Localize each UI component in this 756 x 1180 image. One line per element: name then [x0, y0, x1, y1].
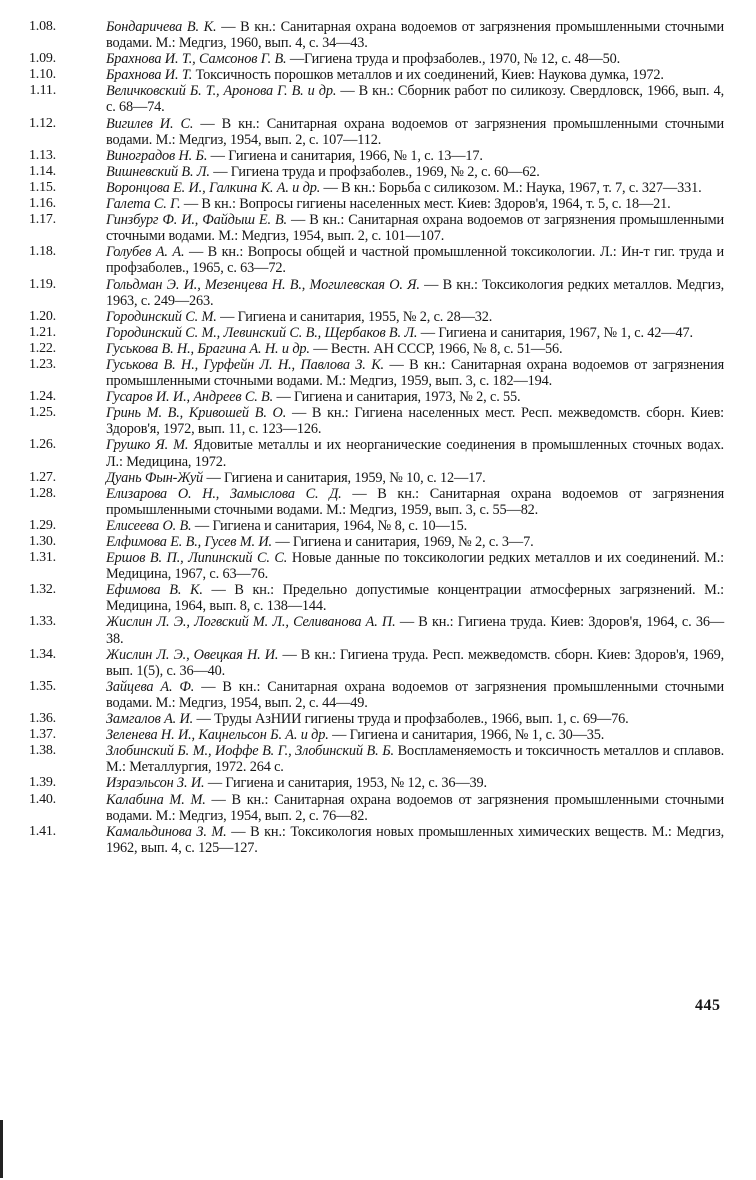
reference-number: 1.11.: [29, 83, 56, 99]
reference-item: [28, 356, 724, 390]
reference-details: — Гигиена и санитария, 1967, № 1, с. 42—47.: [417, 324, 693, 341]
reference-authors: Величковский Б. Т., Аронова Г. В. и др.: [106, 83, 337, 100]
reference-number: 1.36.: [28, 711, 56, 727]
reference-number: 1.41.: [28, 823, 56, 839]
reference-authors: Гуськова В. Н., Брагина А. Н. и др.: [106, 340, 310, 357]
reference-number: 1.26.: [28, 437, 56, 453]
reference-details: — Труды АзНИИ гигиены труда и профзаболев., 1966, вып. 1, с. 69—76.: [193, 711, 629, 728]
reference-item: [28, 196, 724, 213]
reference-item: [28, 582, 724, 615]
reference-text: [106, 83, 724, 115]
reference-details: — В кн.: Вопросы общей и частной промышленной токсикологии. Л.: Ин-т гиг. труда и профзаболев., 1965, с. 63—72.: [106, 244, 724, 277]
reference-details: — Гигиена и санитария, 1955, № 2, с. 28—32.: [216, 308, 493, 325]
reference-authors: Гусаров И. И., Андреев С. В.: [106, 389, 274, 406]
reference-text: [106, 486, 724, 518]
reference-text: [106, 67, 724, 83]
reference-item: [28, 405, 724, 438]
reference-item: [28, 517, 724, 534]
reference-item: [29, 83, 724, 116]
reference-number: 1.39.: [28, 775, 56, 791]
reference-authors: Ершов В. П., Липинский С. С.: [106, 550, 288, 567]
reference-number: 1.12.: [28, 115, 56, 131]
reference-details: —Гигиена труда и профзаболев., 1970, № 12, с. 48—50.: [286, 51, 621, 68]
reference-details: Воспламеняемость и токсичность металлов и сплавов. М.: Металлургия, 1972. 264 с.: [106, 743, 724, 776]
reference-details: — В кн.: Санитарная охрана водоемов от загрязнения промышленными сточными водами. М.: Медгиз, 1954, вып. 2, с. 76—82.: [106, 791, 724, 824]
reference-item: [28, 276, 724, 309]
reference-text: [106, 309, 724, 325]
reference-number: 1.31.: [28, 550, 56, 566]
reference-details: — Гигиена и санитария, 1959, № 10, с. 12—17.: [203, 469, 486, 486]
reference-number: 1.22.: [28, 340, 56, 356]
reference-authors: Гольдман Э. И., Мезенцева Н. В., Могилевская О. Я.: [106, 276, 420, 293]
reference-number: 1.40.: [28, 791, 56, 807]
reference-authors: Вишневский В. Л.: [106, 163, 210, 180]
reference-authors: Зайцева А. Ф.: [106, 678, 195, 695]
reference-details: — В кн.: Токсикология редких металлов. Медгиз, 1963, с. 249—263.: [106, 276, 724, 309]
reference-authors: Камальдинова З. М.: [106, 823, 227, 840]
reference-text: [106, 679, 724, 711]
reference-text: [106, 341, 724, 357]
reference-authors: Брахнова И. Т., Самсонов Г. В.: [106, 51, 287, 68]
reference-number: 1.37.: [28, 727, 56, 743]
reference-details: — Гигиена труда и профзаболев., 1969, № 2, с. 60—62.: [209, 163, 540, 180]
reference-text: [106, 775, 724, 791]
reference-item: [28, 308, 724, 325]
reference-text: [106, 148, 724, 164]
reference-item: [28, 179, 724, 196]
reference-details: — В кн.: Санитарная охрана водоемов от загрязнения промышленными сточными водами. М.: Медгиз, 1959, вып. 3, с. 55—82.: [106, 485, 725, 518]
reference-details: — Гигиена и санитария, 1969, № 2, с. 3—7.: [271, 534, 534, 550]
reference-authors: Виноградов Н. Б.: [106, 147, 208, 164]
reference-details: — Гигиена и санитария, 1966, № 1, с. 30—35.: [328, 727, 605, 744]
reference-authors: Голубев А. А.: [106, 244, 185, 261]
reference-text: [106, 325, 724, 341]
reference-number: 1.19.: [28, 276, 56, 292]
reference-number: 1.35.: [28, 678, 56, 694]
reference-text: [106, 518, 724, 534]
reference-text: [106, 180, 724, 196]
reference-authors: Израэльсон З. И.: [106, 775, 205, 792]
reference-authors: Гуськова В. Н., Гурфейн Л. Н., Павлова З. К.: [106, 356, 384, 373]
reference-item: [28, 743, 724, 776]
reference-details: — В кн.: Токсикология новых промышленных химических веществ. М.: Медгиз, 1962, вып. 4, с. 125—127.: [106, 823, 724, 856]
reference-text: [106, 534, 724, 550]
reference-details: — Гигиена и санитария, 1966, № 1, с. 13—17.: [207, 147, 483, 164]
reference-number: 1.09.: [28, 51, 56, 67]
reference-text: [106, 647, 724, 679]
reference-details: — В кн.: Предельно допустимые концентрации атмосферных загрязнений. М.: Медицина, 1964, вып. 8, с. 138—144.: [106, 582, 724, 615]
reference-item: [28, 340, 724, 357]
reference-text: [106, 277, 724, 309]
reference-item: [28, 244, 724, 277]
reference-item: [28, 163, 724, 180]
reference-text: [106, 244, 724, 276]
reference-text: [106, 164, 724, 180]
reference-text: [106, 51, 724, 67]
reference-text: [106, 357, 724, 389]
reference-number: 1.08.: [28, 19, 56, 34]
reference-authors: Елфимова Е. В., Гусев М. И.: [106, 534, 272, 550]
reference-authors: Вигилев И. С.: [106, 115, 194, 132]
reference-authors: Зеленева Н. И., Кацнельсон Б. А. и др.: [106, 727, 329, 744]
reference-text: [106, 196, 724, 212]
reference-number: 1.13.: [28, 147, 56, 163]
reference-details: — Гигиена и санитария, 1964, № 8, с. 10—15.: [191, 517, 468, 534]
reference-authors: Городинский С. М.: [106, 308, 217, 325]
reference-item: [28, 614, 724, 647]
reference-number: 1.28.: [28, 485, 56, 501]
reference-item: [28, 389, 724, 406]
reference-details: — В кн.: Санитарная охрана водоемов от загрязнения промышленными сточными водами. М.: Медгиз, 1959, вып. 3, с. 182—194.: [106, 356, 724, 390]
reference-item: [28, 51, 724, 68]
reference-authors: Бондаричева В. К.: [106, 19, 217, 35]
reference-item: [28, 550, 724, 583]
reference-list: [28, 19, 725, 856]
reference-text: [106, 614, 724, 646]
reference-item: [28, 67, 724, 84]
reference-item: [28, 485, 725, 518]
reference-text: [106, 116, 724, 148]
reference-text: [106, 582, 724, 614]
reference-item: [28, 646, 724, 679]
reference-authors: Воронцова Е. И., Галкина К. А. и др.: [106, 179, 321, 196]
reference-number: 1.18.: [28, 244, 56, 260]
reference-item: [28, 711, 724, 728]
reference-details: Ядовитые металлы и их неорганические соединения в промышленных сточных водах. Л.: Медицина, 1972.: [106, 437, 724, 470]
page-number: 445: [695, 997, 721, 1014]
reference-details: — В кн.: Вопросы гигиены населенных мест. Киев: Здоров'я, 1964, т. 5, с. 18—21.: [180, 196, 671, 213]
reference-item: [28, 469, 724, 486]
reference-authors: Гринь М. В., Кривошей В. О.: [106, 405, 287, 422]
reference-details: — В кн.: Санитарная охрана водоемов от загрязнения промышленными сточными водами. М.: Медгиз, 1954, вып. 2, с. 101—107.: [106, 212, 724, 245]
reference-number: 1.38.: [28, 743, 56, 759]
reference-authors: Грушко Я. М.: [106, 437, 189, 454]
reference-text: [106, 824, 724, 856]
reference-text: [106, 389, 724, 405]
reference-item: [28, 212, 724, 245]
reference-item: [28, 791, 724, 824]
reference-details: — В кн.: Гигиена труда. Киев: Здоров'я, 1964, с. 36—38.: [106, 614, 724, 647]
reference-text: [106, 212, 724, 244]
reference-details: — В кн.: Санитарная охрана водоемов от загрязнения промышленными сточными водами. М.: Медгиз, 1954, вып. 2, с. 44—49.: [106, 678, 725, 711]
reference-authors: Галета С. Г.: [106, 196, 181, 213]
reference-authors: Калабина М. М.: [106, 791, 206, 808]
reference-number: 1.24.: [28, 389, 56, 405]
reference-details: — В кн.: Гигиена труда. Респ. межведомств. сборн. Киев: Здоров'я, 1969, вып. 1(5), с. 36—40.: [106, 646, 724, 679]
reference-text: [106, 437, 724, 469]
scan-edge-mark: [0, 1120, 3, 1178]
reference-item: [28, 678, 725, 711]
reference-authors: Жислин Л. Э., Логвский М. Л., Селиванова А. П.: [106, 614, 396, 631]
reference-text: [106, 19, 724, 51]
reference-number: 1.15.: [28, 179, 56, 195]
reference-text: [106, 470, 724, 486]
reference-authors: Ефимова В. К.: [106, 582, 203, 599]
reference-number: 1.20.: [28, 308, 56, 324]
reference-details: — В кн.: Борьба с силикозом. М.: Наука, 1967, т. 7, с. 327—331.: [320, 179, 702, 196]
reference-number: 1.25.: [28, 405, 56, 421]
reference-item: [28, 147, 724, 164]
reference-details: — В кн.: Сборник работ по силикозу. Свердловск, 1966, вып. 4, с. 68—74.: [106, 83, 724, 116]
reference-number: 1.21.: [28, 324, 56, 340]
reference-number: 1.27.: [28, 469, 56, 485]
reference-number: 1.23.: [28, 356, 56, 372]
reference-authors: Брахнова И. Т.: [106, 67, 193, 84]
reference-authors: Дуань Фын-Жуй: [106, 469, 204, 486]
reference-authors: Злобинский Б. М., Иоффе В. Г., Злобинский В. Б.: [106, 743, 394, 760]
reference-item: [28, 823, 724, 856]
reference-number: 1.34.: [28, 646, 56, 662]
reference-number: 1.30.: [28, 534, 56, 549]
reference-details: — Вестн. АН СССР, 1966, № 8, с. 51—56.: [309, 340, 563, 357]
reference-item: [28, 534, 724, 550]
reference-authors: Замгалов А. И.: [106, 711, 194, 728]
reference-details: Новые данные по токсикологии редких металлов и их соединений. М.: Медицина, 1967, с. 63—76.: [106, 550, 724, 583]
reference-number: 1.29.: [28, 517, 56, 533]
reference-number: 1.32.: [28, 582, 56, 598]
reference-text: [106, 727, 724, 743]
reference-item: [28, 324, 724, 341]
reference-text: [106, 711, 724, 727]
reference-details: Токсичность порошков металлов и их соединений, Киев: Наукова думка, 1972.: [192, 67, 664, 84]
reference-text: [106, 405, 724, 437]
reference-item: [28, 19, 724, 52]
reference-item: [28, 775, 724, 792]
reference-details: — Гигиена и санитария, 1973, № 2, с. 55.: [273, 389, 521, 406]
reference-authors: Елизарова О. Н., Замыслова С. Д.: [106, 485, 342, 502]
reference-details: — В кн.: Санитарная охрана водоемов от загрязнения промышленными сточными водами. М.: Медгиз, 1960, вып. 4, с. 34—43.: [106, 19, 724, 52]
reference-number: 1.16.: [28, 196, 56, 212]
reference-authors: Жислин Л. Э., Овецкая Н. И.: [106, 646, 279, 663]
reference-item: [28, 115, 724, 148]
reference-item: [28, 437, 724, 470]
reference-item: [28, 727, 724, 744]
reference-authors: Гинзбург Ф. И., Файдыш Е. В.: [106, 212, 287, 229]
reference-text: [106, 792, 724, 824]
reference-text: [106, 550, 724, 582]
reference-authors: Елисеева О. В.: [106, 517, 192, 534]
reference-details: — В кн.: Санитарная охрана водоемов от загрязнения промышленными сточными водами. М.: Медгиз, 1954, вып. 2, с. 107—112.: [106, 115, 724, 148]
reference-number: 1.33.: [28, 614, 56, 630]
reference-authors: Городинский С. М., Левинский С. В., Щербаков В. Л.: [106, 324, 418, 341]
reference-text: [106, 743, 724, 775]
reference-number: 1.14.: [28, 163, 56, 179]
reference-number: 1.10.: [28, 67, 56, 83]
reference-details: — Гигиена и санитария, 1953, № 12, с. 36—39.: [204, 775, 487, 792]
reference-details: — В кн.: Гигиена населенных мест. Респ. межведомств. сборн. Киев: Здоров'я, 1972, вып. 11, с. 123—126.: [106, 405, 724, 438]
reference-number: 1.17.: [28, 212, 56, 228]
